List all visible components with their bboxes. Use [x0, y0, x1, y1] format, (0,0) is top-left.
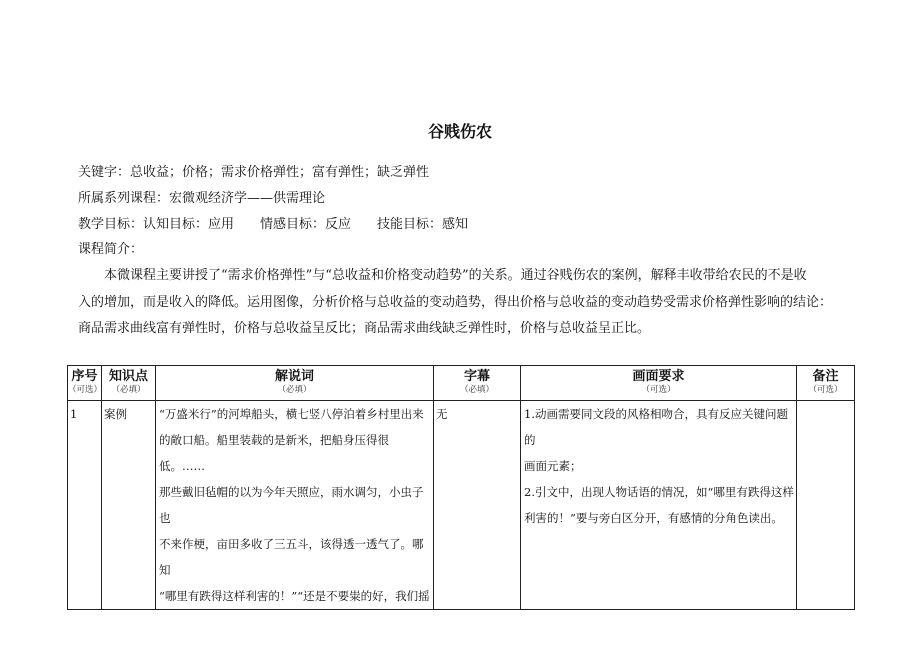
narration-line: 那些戴旧毡帽的以为今年天照应，雨水调匀，小虫子也 — [159, 485, 424, 525]
visual-line: 画面元素； — [524, 459, 582, 473]
header-cell — [68, 366, 102, 401]
goal-cognitive: 教学目标：认知目标：应用 — [78, 217, 235, 232]
intro-line: 本微课程主要讲授了“需求价格弹性”与“总收益和价格变动趋势”的关系。通过谷贱伤农的案例，解释丰收带给农民的不是收 — [104, 268, 807, 283]
document-title: 谷贱伤农 — [427, 122, 492, 141]
intro-label: 课程简介： — [78, 242, 144, 257]
narration-line: 不来作梗，亩田多收了三五斗，该得透一透气了。哪知 — [159, 537, 424, 577]
header-cell — [797, 366, 855, 401]
visual-line: 利害的！”要与旁白区分开，有感情的分角色读出。 — [524, 511, 783, 525]
series-line: 所属系列课程：宏微观经济学——供需理论 — [78, 191, 326, 206]
header-label: 解说词 — [274, 369, 314, 384]
narration-cell — [156, 401, 434, 610]
remark-cell — [797, 401, 855, 610]
header-label: 序号 — [71, 369, 98, 384]
goal-emotional: 情感目标：反应 — [260, 217, 352, 232]
header-label: 字幕 — [463, 369, 490, 384]
header-cell — [156, 366, 434, 401]
keywords-line: 关键字：总收益；价格；需求价格弹性；富有弹性；缺乏弹性 — [78, 165, 430, 180]
header-note: （可选） — [808, 385, 843, 395]
table-row — [68, 401, 855, 610]
intro-line: 商品需求曲线富有弹性时，价格与总收益呈反比；商品需求曲线缺乏弹性时，价格与总收益呈正比。 — [78, 321, 651, 336]
header-note: （可选） — [641, 385, 676, 395]
visual-line: 2.引文中，出现人物话语的情况，如“哪里有跌得这样 — [524, 485, 794, 499]
header-cell — [521, 366, 797, 401]
knowledge-cell: 案例 — [102, 401, 156, 610]
header-note: （必填） — [459, 385, 494, 395]
intro-line: 入的增加，而是收入的降低。运用图像，分析价格与总收益的变动趋势，得出价格与总收益的变动趋势受需求价格弹性影响的结论： — [78, 294, 833, 310]
header-label: 备注 — [812, 369, 839, 384]
index-cell: 1 — [68, 401, 102, 610]
header-cell — [102, 366, 156, 401]
header-label: 知识点 — [108, 369, 148, 384]
visual-line: 1.动画需要同文段的风格相吻合，具有反应关键问题的 — [524, 407, 788, 447]
header-note: （必填） — [111, 385, 146, 395]
visual-cell — [521, 401, 797, 610]
goals-line — [78, 216, 468, 234]
header-note: （可选） — [68, 385, 103, 395]
subtitle-cell: 无 — [434, 401, 521, 610]
intro-paragraph — [78, 263, 850, 343]
header-note: （必填） — [277, 385, 312, 395]
narration-line: “万盛米行”的河埠船头，横七竖八停泊着乡村里出来 — [159, 407, 424, 421]
header-label: 画面要求 — [632, 369, 685, 384]
narration-line: 的敞口船。船里装载的是新米，把船身压得很低。…… — [159, 433, 389, 473]
goal-skill: 技能目标：感知 — [377, 217, 469, 232]
script-table — [67, 365, 855, 610]
header-cell — [434, 366, 521, 401]
table-header-row — [68, 366, 855, 401]
narration-line: “哪里有跌得这样利害的！”“还是不要粜的好，我们摇 — [159, 589, 430, 603]
